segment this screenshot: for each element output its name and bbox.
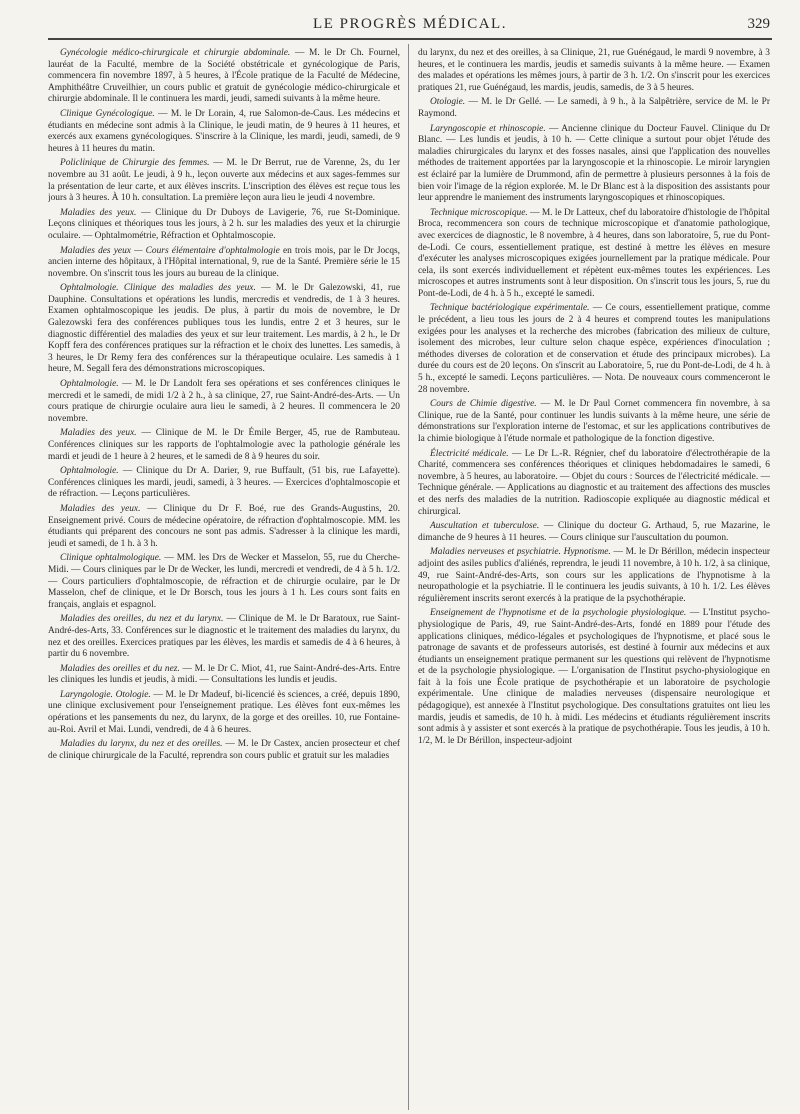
course-announcement bbox=[418, 124, 770, 205]
announcement-title: Maladies nerveuses et psychiatrie. Hypnotisme. bbox=[430, 547, 611, 558]
announcement-title: Maladies des yeux — Cours élémentaire d'ophtalmologie bbox=[60, 245, 280, 256]
announcement-title: Ophtalmologie. bbox=[60, 466, 119, 477]
announcement-title: Policlinique de Chirurgie des femmes. bbox=[60, 158, 210, 169]
announcement-title: Maladies des oreilles, du nez et du larynx. bbox=[60, 614, 224, 625]
announcement-text: — M. le Dr C. Miot, 41, rue Saint-André-des-Arts. Entre les cliniques les lundis et jeudis, à midi. — Consultations les lundis et jeudis. bbox=[48, 663, 400, 686]
announcement-text: — M. le Dr Paul Cornet commencera fin novembre, à sa Clinique, rue de la Santé, pour continuer les lundis suivants à la même heure, une série de démonstrations sur l'exploration interne de l'estomac, et sur les applications contributives de la chimie biologique à l'étude normale et pathologique de la fonction digestive. bbox=[418, 399, 770, 444]
announcement-text: — Clinique du docteur G. Arthaud, 5, rue Mazarine, le dimanche de 9 heures à 11 heures. — Cours clinique sur l'auscultation du poumon. bbox=[418, 521, 770, 543]
right-column bbox=[418, 48, 770, 1110]
announcement-text: — Clinique de M. le Dr Baratoux, rue Saint-André-des-Arts, 33. Conférences sur le diagnostic et le traitement des maladies du larynx, du nez et des oreilles. Exercices pratiques par les élèves, les mardis et samedis de 4 à 6 heures, à partir du 6 novembre. bbox=[48, 614, 400, 660]
announcement-text: — Ancienne clinique du Docteur Fauvel. Clinique du Dr Blanc. — Les lundis et jeudis, à 10 h. — Cette clinique a surtout pour objet l'étude des maladies chirurgicales du larynx et des fosses nasales, ainsi que l'application des nouvelles méthodes de traitement apportées par la laryngoscopie et la rhinoscopie. Le miroir laryngien est éclairé par la lumière de Drummond, afin de permettre à plusieurs personnes à la fois de bien voir l'image de la région explorée. M. le Dr Blanc est à la disposition des assistants pour leur apprendre le maniement des instruments laryngoscopiques et rhinoscopiques. bbox=[418, 123, 770, 204]
page-number: 329 bbox=[747, 16, 770, 32]
announcement-title: Maladies des oreilles et du nez. bbox=[60, 663, 180, 674]
running-title: LE PROGRÈS MÉDICAL. bbox=[313, 16, 507, 32]
course-announcement bbox=[48, 690, 400, 736]
course-announcement bbox=[418, 48, 770, 94]
announcement-text: — Clinique du Dr Duboys de Lavigerie, 76, rue St-Dominique. Leçons cliniques et théoriques tous les jours, à 2 h. sur les maladies des yeux et la chirurgie oculaire. — Ophtalmométrie, Réfraction et Ophtalmoscopie. bbox=[48, 207, 400, 241]
course-announcement bbox=[48, 504, 400, 550]
course-announcement bbox=[48, 283, 400, 376]
announcement-text: — Clinique du Dr A. Darier, 9, rue Buffault, (51 bis, rue Lafayette). Conférences cliniques les mardi, jeudi, samedi, à 3 heures. — Exercices d'ophtalmoscopie et de réfraction. — Leçons particulières. bbox=[48, 466, 400, 500]
course-announcement bbox=[418, 547, 770, 605]
course-announcement bbox=[48, 246, 400, 281]
course-announcement bbox=[418, 399, 770, 445]
announcement-text: — M. le Dr Galezowski, 41, rue Dauphine. Consultations et opérations les lundis, mercredis et vendredis, de 1 à 3 heures. Examen ophtalmoscopique les jeudis. De plus, à partir du mois de novembre, le Dr Galezowski fera des conférences publiques tous les lundis, entre 2 et 3 heures, sur le diagnostic différentiel des maladies des yeux et sur leur traitement. Les mardis, à 2 h., le Dr Kopff fera des conférences pratiques sur la réfraction et le choix des lunettes. Les samedis, à 3 heures, le Dr Remy fera des conférences sur la thérapeutique oculaire. Les samedis à 1 heure, M. Segall fera des démonstrations microscopiques. bbox=[48, 283, 400, 375]
announcement-title: Clinique ophtalmologique. bbox=[60, 553, 162, 564]
announcement-text: — M. le Dr Castex, ancien prosecteur et chef de clinique chirurgicale de la Faculté, reprendra son cours public et gratuit sur les maladies bbox=[48, 739, 400, 761]
announcement-title: Technique bactériologique expérimentale. bbox=[430, 303, 590, 314]
announcement-text: — M. le Dr Ch. Fournel, lauréat de la Faculté, membre de la Société obstétricale et gynécologique de Paris, commencera fin novembre 1897, à 5 heures, à l'École pratique de la Faculté de Médecine, Amphithéâtre Cruveilhier, un cours public et gratuit de gynécologie médico-chirurgicale et chirurgie abdominale. Il le continuera les mardi, jeudi, samedi suivants à la même heure. bbox=[48, 48, 400, 105]
announcement-title: Otologie. bbox=[430, 97, 466, 108]
announcement-text: — MM. les Drs de Wecker et Masselon, 55, rue du Cherche-Midi. — Cours cliniques par le Dr de Wecker, les lundi, mercredi et vendredi, de 4 à 5 h. 1/2. — Cours particuliers d'ophtalmoscopie, de réfraction et de chirurgie oculaire, par le Dr Masselon, chef de clinique, et le Dr Borsch, tous les jours à 1 h. Les cours sont faits en français, anglais et espagnol. bbox=[48, 553, 400, 610]
announcement-text: — Clinique de M. le Dr Émile Berger, 45, rue de Rambuteau. Conférences cliniques sur les rapports de l'ophtalmologie avec la pathologie générale les mardi et jeudi de 1 heure à 2 heures, et le samedi de 8 à 9 heures du soir. bbox=[48, 428, 400, 462]
course-announcement bbox=[418, 608, 770, 747]
announcement-title: Maladies des yeux. bbox=[60, 428, 137, 439]
course-announcement bbox=[418, 97, 770, 120]
announcement-text: — L'Institut psycho-physiologique de Paris, 49, rue Saint-André-des-Arts, fondé en 1889 pour l'étude des applications cliniques, médico-légales et psychologiques de l'hypnotisme, et placé sous le patronage de savants et de professeurs autorisés, est destiné à fournir aux médecins et aux étudiants un enseignement pratique permanent sur les questions qui relèvent de l'hypnotisme et de la psychologie physiologique. — L'organisation de l'Institut psycho-physiologique en fait à la fois une École pratique de psychothérapie et un laboratoire de psychologie expérimentale. Une clinique de maladies nerveuses (dispensaire neurologique et pédagogique), est annexée à l'Institut psychologique. Des consultations gratuites ont lieu les mardis, jeudis et samedis, de 10 h. à midi. Les médecins et étudiants régulièrement inscrits sont admis à y assister et sont exercés à la pratique de psychothérapie. Tous les jeudis, à 10 h. 1/2, M. le Dr Bérillon, inspecteur-adjoint bbox=[418, 608, 770, 746]
course-announcement bbox=[48, 109, 400, 155]
announcement-title: Laryngoscopie et rhinoscopie. bbox=[430, 123, 546, 134]
announcement-title: Ophtalmologie. Clinique des maladies des yeux. bbox=[60, 283, 256, 294]
course-announcement bbox=[48, 158, 400, 204]
course-announcement bbox=[48, 664, 400, 687]
announcement-text: du larynx, du nez et des oreilles, à sa Clinique, 21, rue Guénégaud, le mardi 9 novembre, à 3 heures, et le continuera les mardis, jeudis et samedis suivants à la même heure. — Examen des malades et opérations les mêmes jours, à partir de 3 h. 1/2. On s'inscrit pour les exercices pratiques 21, rue Guénégaud, les mardis, jeudis, samedis, de 3 à 5 heures. bbox=[418, 48, 770, 93]
left-column bbox=[48, 48, 400, 1110]
course-announcement bbox=[418, 449, 770, 519]
announcement-text: — M. le Dr Gellé. — Le samedi, à 9 h., à la Salpêtrière, service de M. le Pr Raymond. bbox=[418, 97, 770, 119]
announcement-title: Maladies du larynx, du nez et des oreilles. bbox=[60, 739, 223, 750]
page-header bbox=[48, 14, 772, 40]
announcement-title: Clinique Gynécologique. bbox=[60, 108, 155, 119]
announcement-text: — M. le Dr Landolt fera ses opérations et ses conférences cliniques le mercredi et le samedi, de midi 1/2 à 2 h., à sa clinique, 27, rue Saint-André-des-Arts. — Un cours pratique de chirurgie oculaire aura lieu le samedi, à 2 heures. Il commencera le 20 novembre. bbox=[48, 379, 400, 424]
course-announcement bbox=[48, 466, 400, 501]
announcement-title: Maladies des yeux. bbox=[60, 207, 137, 218]
announcement-title: Ophtalmologie. bbox=[60, 379, 119, 390]
announcement-text: en trois mois, par le Dr Jocqs, ancien interne des hôpitaux, à l'Hôpital international, 9, rue de la Santé. Première série le 15 novembre. On s'inscrit tous les jours au bureau de la clinique. bbox=[48, 245, 400, 279]
announcement-text: — M. le Dr Lorain, 4, rue Salomon-de-Caus. Les médecins et étudiants en médecine sont admis à la Clinique, le jeudi matin, de 9 heures à 11 heures, et exercés aux examens gynécologiques. S'inscrire à la Clinique, les mardi, jeudi, samedi, de 9 heures à 11 heures du matin. bbox=[48, 108, 400, 154]
announcement-text: — M. le Dr Madeuf, bi-licencié ès sciences, a créé, depuis 1890, une clinique exclusivement pour l'enseignement pratique. Les élèves font eux-mêmes les opérations et les pansements du nez, du larynx, de la gorge et des oreilles. 10, rue Fontaine-au-Roi. Avril et Mai. Lundi, vendredi, de 4 à 6 heures. bbox=[48, 689, 400, 735]
announcement-title: Gynécologie médico-chirurgicale et chirurgie abdominale. bbox=[60, 48, 291, 58]
course-announcement bbox=[48, 614, 400, 660]
announcement-title: Maladies des yeux. bbox=[60, 503, 141, 514]
course-announcement bbox=[418, 303, 770, 396]
announcement-text: — Ce cours, essentiellement pratique, comme le précédent, a lieu tous les jours de 2 à 4 heures et comprend toutes les manipulations exigées pour les analyses et la recherche des microbes (fabrication des milieux de culture, isolement des microbes, leur culture selon chaque espèce, expériences d'inoculation ; méthodes diverses de coloration et de conservation et étude des principaux microbes). La durée du cours est de 20 leçons. On s'inscrit au Laboratoire, 5, rue du Pont-de-Lodi, de 4 h. à 5 h., excepté le samedi. Leçons particulières. — Nota. De nouveaux cours commenceront le 28 novembre. bbox=[418, 303, 770, 395]
course-announcement bbox=[48, 379, 400, 425]
course-announcement bbox=[418, 521, 770, 544]
course-announcement bbox=[48, 553, 400, 611]
course-announcement bbox=[48, 739, 400, 762]
announcement-title: Électricité médicale. bbox=[430, 448, 509, 459]
announcement-title: Enseignement de l'hypnotisme et de la psychologie physiologique. bbox=[430, 608, 687, 619]
course-announcement bbox=[48, 208, 400, 243]
announcement-text: — M. le Dr Latteux, chef du laboratoire d'histologie de l'hôpital Broca, recommencera son cours de technique microscopique et d'anatomie pathologique, avec exercices de diagnostic, le 8 novembre, à 4 heures, dans son laboratoire, 5, rue du Pont-de-Lodi. Ce cours, essentiellement pratique, est destiné à mettre les élèves en mesure d'exécuter les analyses microscopiques exigées journellement par la pratique médicale. Pour cela, ils sont exercés individuellement et répètent eux-mêmes toutes les expériences. Les microscopes et autres instruments sont à leur disposition. On s'inscrit tous les jours, 5, rue du Pont-de-Lodi, de 4 h. à 5 h., excepté le samedi. bbox=[418, 207, 770, 299]
course-announcement bbox=[48, 48, 400, 106]
announcement-title: Auscultation et tuberculose. bbox=[430, 521, 540, 532]
announcement-title: Technique microscopique. bbox=[430, 207, 528, 218]
announcement-text: — M. le Dr Berrut, rue de Varenne, 2s, du 1er novembre au 31 août. Le jeudi, à 9 h., leçon ouverte aux médecins et aux sages-femmes sur la présentation de leur carte, et aux élèves inscrits. L'inscription des élèves est reçue tous les jours à 3 heures. À 10 h. consultation. La première leçon aura lieu le jeudi 4 novembre. bbox=[48, 158, 400, 204]
announcement-text: — Clinique du Dr F. Boé, rue des Grands-Augustins, 20. Enseignement privé. Cours de médecine opératoire, de réfraction d'ophtalmoscopie. MM. les étudiants qui préparent des concours ne sont pas admis. S'adresser à la clinique les mardi, jeudi et samedi, de 1 h. à 3 h. bbox=[48, 503, 400, 549]
announcement-text: — Le Dr L.-R. Régnier, chef du laboratoire d'électrothérapie de la Charité, commencera ses conférences théoriques et cliniques hebdomadaires le samedi, 6 novembre, à 5 heures, au laboratoire. — Objet du cours : Sources de l'électricité médicale. — Technique générale. — Applications au diagnostic et au traitement des affections des muscles et des nerfs des maladies de la nutrition. Radioscopie expliquée au diagnostic médical et chirurgical. bbox=[418, 448, 770, 517]
column-divider bbox=[408, 44, 409, 1110]
announcement-title: Cours de Chimie digestive. bbox=[430, 399, 537, 410]
course-announcement bbox=[48, 428, 400, 463]
announcement-text: — M. le Dr Bérillon, médecin inspecteur adjoint des asiles publics d'aliénés, reprendra, le jeudi 11 novembre, à 10 h. 1/2, à sa clinique, 49, rue Saint-André-des-Arts, son cours sur les applications de l'hypnotisme à la neuropathologie et la psychiatrie. Il le continuera les jeudis suivants, à 10 h. 1/2. Les élèves régulièrement inscrits seront exercés à la pratique de la psychothérapie. bbox=[418, 547, 770, 604]
announcement-title: Laryngologie. Otologie. bbox=[60, 689, 151, 700]
course-announcement bbox=[418, 208, 770, 301]
